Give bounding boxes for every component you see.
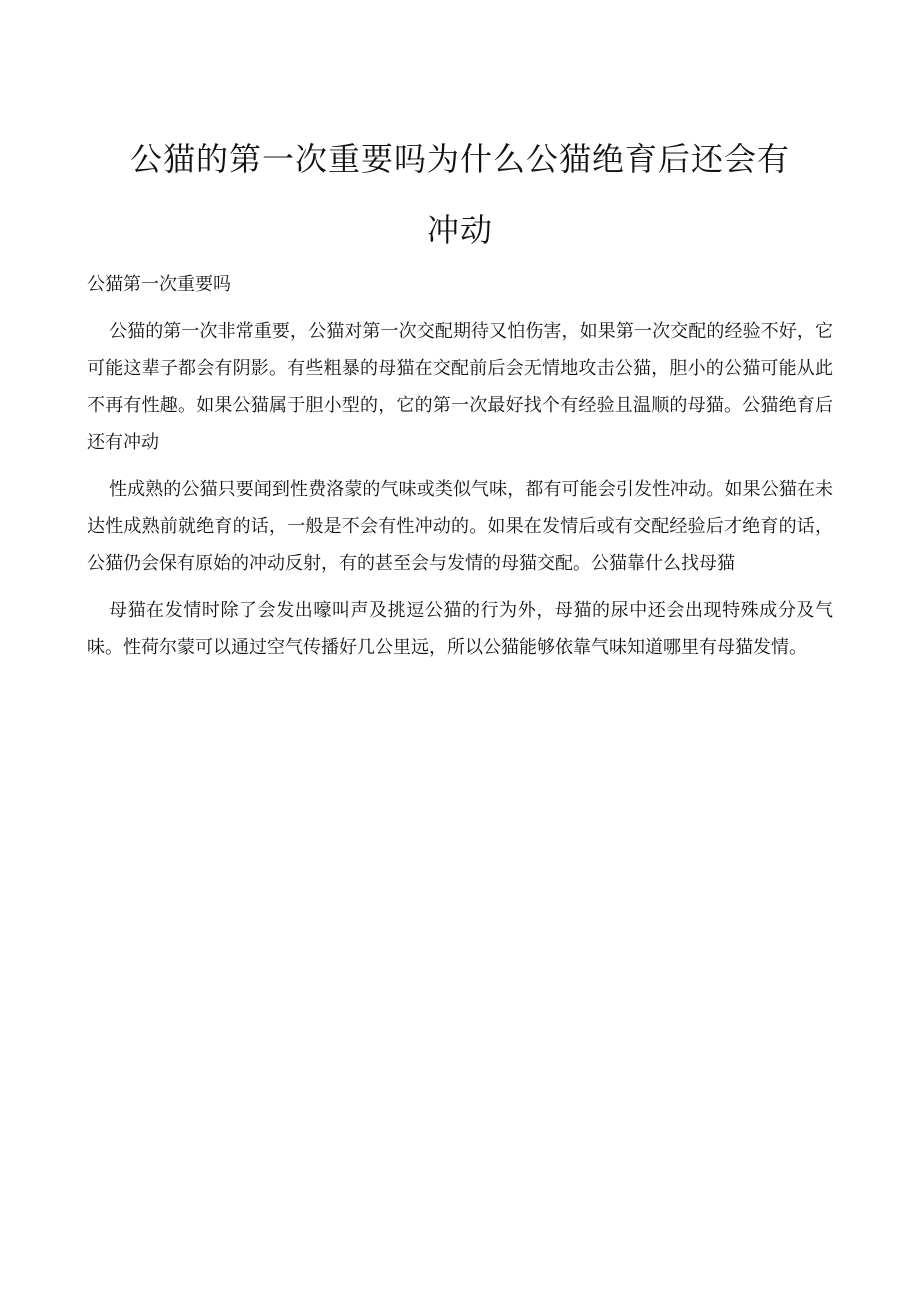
section-heading-finding-female: 公猫靠什么找母猫: [591, 553, 735, 574]
document-title-line-1: 公猫的第一次重要吗为什么公猫绝育后还会有: [129, 140, 790, 178]
document-title-line-2: 冲动: [426, 211, 493, 249]
section-heading-first-time: 公猫第一次重要吗: [87, 274, 231, 295]
document-body: [87, 266, 833, 666]
paragraph-first-time: [87, 313, 833, 461]
paragraph-after-neutering: [87, 471, 833, 582]
paragraph-after-neutering-text: 性成熟的公猫只要闻到性费洛蒙的气味或类似气味，都有可能会引发性冲动。如果公猫在未达性成熟前就绝育的话，一般是不会有性冲动的。如果在发情后或有交配经验后才绝育的话，公猫仍会保有原始的冲动反射，有的甚至会与发情的母猫交配。: [87, 479, 833, 574]
section-heading-after-neutering: 公猫绝育后还有冲动: [87, 395, 834, 453]
paragraph-finding-female: 母猫在发情时除了会发出嚎叫声及挑逗公猫的行为外，母猫的尿中还会出现特殊成分及气味。性荷尔蒙可以通过空气传播好几公里远，所以公猫能够依靠气味知道哪里有母猫发情。: [87, 600, 833, 658]
paragraph-first-time-text: 公猫的第一次非常重要，公猫对第一次交配期待又怕伤害，如果第一次交配的经验不好，它可能这辈子都会有阴影。有些粗暴的母猫在交配前后会无情地攻击公猫，胆小的公猫可能从此不再有性趣。如果公猫属于胆小型的，它的第一次最好找个有经验且温顺的母猫。: [87, 321, 833, 416]
